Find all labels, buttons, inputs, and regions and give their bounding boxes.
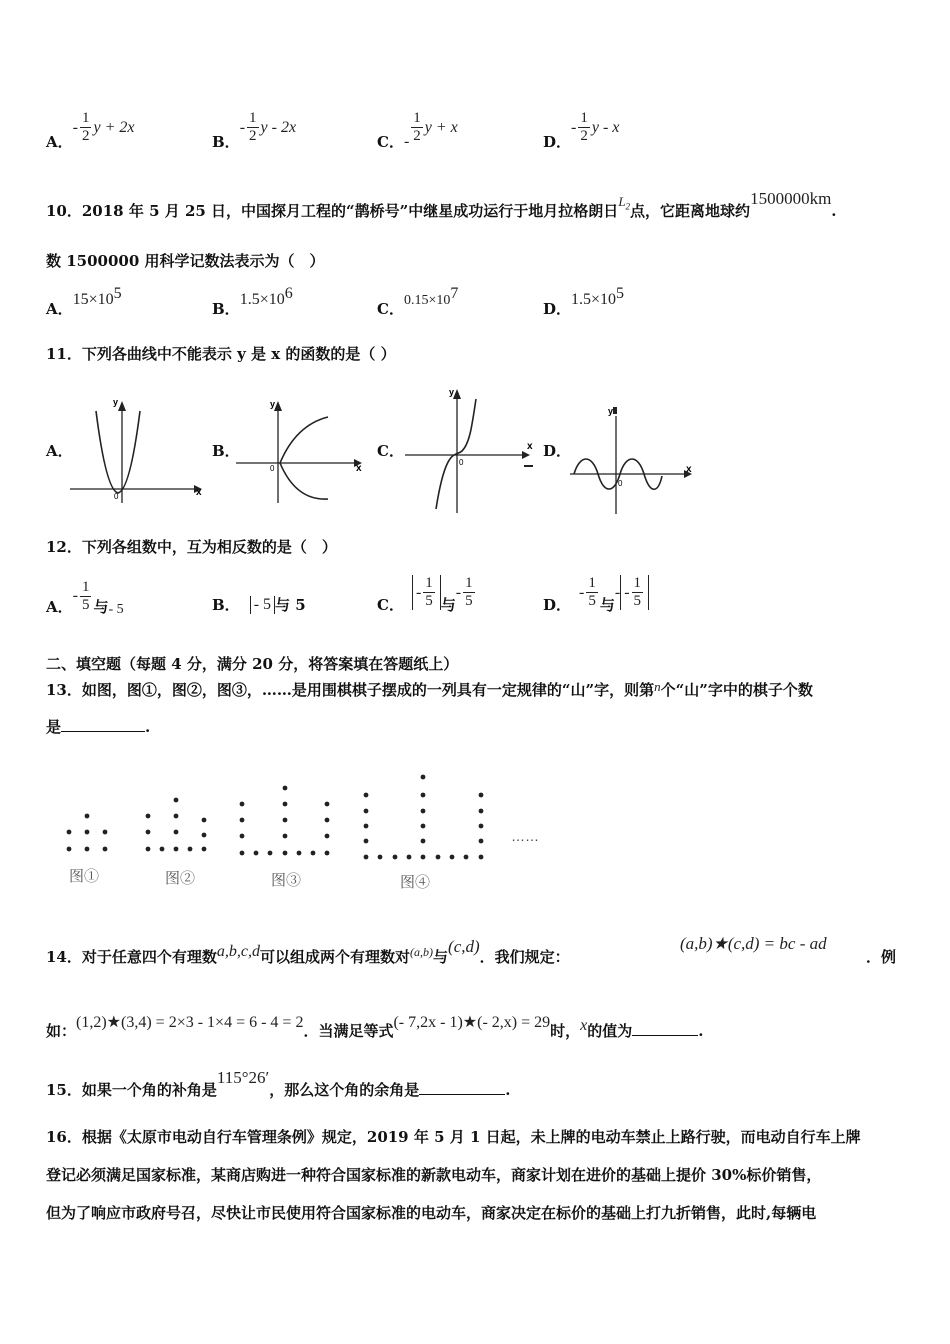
q12-stem: 12．下列各组数中，互为相反数的是（ ）: [46, 538, 337, 556]
fraction: $\frac{1}{2}$: [249, 110, 257, 144]
y-arrow: [613, 407, 617, 414]
origin-label: 0: [114, 492, 119, 501]
fraction: $\frac{1}{2}$: [580, 110, 588, 144]
y-arrow: [274, 401, 282, 411]
q12-option-c: C． - $\frac{1}{5}$ 与 - $\frac{1}{5}$: [377, 575, 473, 614]
absolute-value: - $\frac{1}{5}$: [412, 575, 441, 610]
q10-option-b: B．$1.5\times 10^6$: [212, 285, 293, 318]
figure-label-3: 图③: [271, 872, 302, 889]
figure-1: [67, 814, 108, 852]
answer-blank[interactable]: [61, 717, 145, 732]
lagrange-point: $L_2$: [618, 194, 631, 212]
distance-value: 1500000km: [750, 189, 832, 208]
axis-label-x: x: [196, 487, 202, 498]
q10-stem: 10．2018 年 5 月 25 日，中国探月工程的“鹊桥号”中继星成功运行于地月拉格朗日$L_2$点，它距离地球约1500000km.: [46, 189, 837, 220]
y-arrow: [453, 389, 461, 399]
fraction: $\frac{1}{5}$: [425, 575, 433, 609]
q11-label-a: A．: [46, 442, 73, 460]
fraction: $\frac{1}{2}$: [81, 110, 90, 144]
axis-label-y: y: [270, 399, 276, 409]
q12-option-d: D． - $\frac{1}{5}$ 与 - - $\frac{1}{5}$: [543, 570, 649, 615]
q11-graph-c: [400, 385, 540, 515]
stray-mark: [524, 465, 533, 467]
axis-label-y: y: [113, 397, 119, 407]
axis-label-x: x: [527, 441, 533, 452]
q14-line1-end: ．例: [866, 948, 897, 966]
q16-line-2: 登记必须满足国家标准，某商店购进一种符合国家标准的新款电动车，商家计划在进价的基础上提价 30%标价销售，: [46, 1166, 822, 1184]
q11-graph-a: [70, 395, 205, 505]
q16-line-1: 16．根据《太原市电动自行车管理条例》规定，2019 年 5 月 1 日起，未上牌的电动车禁止上路行驶，而电动自行车上牌: [46, 1128, 861, 1146]
q10-option-d: D．$1.5\times 10^5$: [543, 285, 625, 318]
q16-line-3: 但为了响应市政府号召，尽快让市民使用符合国家标准的电动车，商家决定在标价的基础上打九折销售，此时,每辆电: [46, 1204, 817, 1222]
figure-label-1: 图①: [69, 868, 100, 885]
cubic-curve: [436, 399, 476, 509]
origin-label: 0: [618, 479, 623, 488]
axis-label-y: y: [449, 387, 455, 397]
fraction: $\frac{1}{2}$: [413, 110, 421, 144]
q9-option-b: B． - $\frac{1}{2}$ y - 2x: [212, 110, 297, 151]
fraction: $\frac{1}{5}$: [588, 575, 596, 609]
figure-2: [146, 798, 207, 852]
q14-line1: 14．对于任意四个有理数a,b,c,d可以组成两个有理数对$^{(a,b)}$与(c,d)．我们规定：: [46, 937, 570, 966]
q13-line2: 是 .: [46, 718, 151, 736]
parabola-curve: [96, 411, 140, 493]
origin-label: 0: [270, 464, 275, 473]
section-heading: 二、填空题（每题 4 分，满分 20 分，将答案填在答题纸上）: [46, 655, 459, 673]
q9-option-a: A． - $\frac{1}{2}$ y + 2x: [46, 110, 135, 151]
q9-option-c: C． - $\frac{1}{2}$ y + x: [377, 110, 458, 151]
x-arrow: [522, 451, 530, 459]
axis-label-x: x: [686, 464, 692, 475]
figure-label-4: 图④: [400, 874, 431, 891]
fraction: $\frac{1}{5}$: [465, 575, 473, 609]
fraction: $\frac{1}{5}$: [633, 575, 642, 609]
figure-4: [364, 775, 484, 860]
origin-label: 0: [459, 458, 464, 467]
q11-label-c: C．: [377, 442, 404, 460]
q11-label-b: B．: [212, 442, 240, 460]
q12-option-a: A． - $\frac{1}{5}$ 与 - 5: [46, 578, 124, 617]
answer-blank[interactable]: [419, 1080, 505, 1095]
fraction: $\frac{1}{5}$: [81, 578, 90, 613]
y-arrow: [118, 401, 126, 411]
q10-option-c: C．$0.15\times 10^7$: [377, 285, 459, 318]
q11-graph-d: [568, 400, 696, 515]
axis-label-x: x: [356, 463, 362, 474]
figure-label-2: 图②: [165, 870, 196, 887]
figure-ellipsis: ……: [511, 828, 539, 844]
q11-label-d: D．: [543, 442, 572, 460]
axis-label-y: y: [608, 406, 614, 416]
sideways-parabola-curve: [280, 417, 328, 499]
q10-line2: 数 1500000 用科学记数法表示为（ ）: [46, 252, 325, 270]
q14-rule: (a,b)★(c,d) = bc - ad: [680, 934, 827, 953]
q13-stem: 13．如图，图①，图②，图③，……是用围棋棋子摆成的一列具有一定规律的“山”字，则第n个“山”字中的棋子个数: [46, 679, 813, 699]
figure-3: [240, 786, 330, 856]
absolute-value: - 5: [250, 596, 275, 614]
q14-line2: 如：(1,2)★(3,4) = 2×3 - 1×4 = 6 - 4 = 2．当满足等式(- 7,2x - 1)★(- 2,x) = 29时，x的值为 .: [46, 1014, 704, 1040]
q15-stem: 15．如果一个角的补角是115°26′，那么这个角的余角是 .: [46, 1068, 511, 1099]
q11-stem: 11．下列各曲线中不能表示 y 是 x 的函数的是（ ）: [46, 345, 396, 363]
q9-option-d: D． - $\frac{1}{2}$ y - x: [543, 110, 620, 151]
q13-figure: [55, 765, 555, 895]
absolute-value: - $\frac{1}{5}$: [620, 575, 649, 610]
answer-blank[interactable]: [632, 1021, 698, 1036]
q12-option-b: B． - 5 与 5: [212, 595, 306, 614]
q11-graph-b: [236, 395, 366, 505]
q10-option-a: A．$15\times 10^5$: [46, 285, 122, 318]
